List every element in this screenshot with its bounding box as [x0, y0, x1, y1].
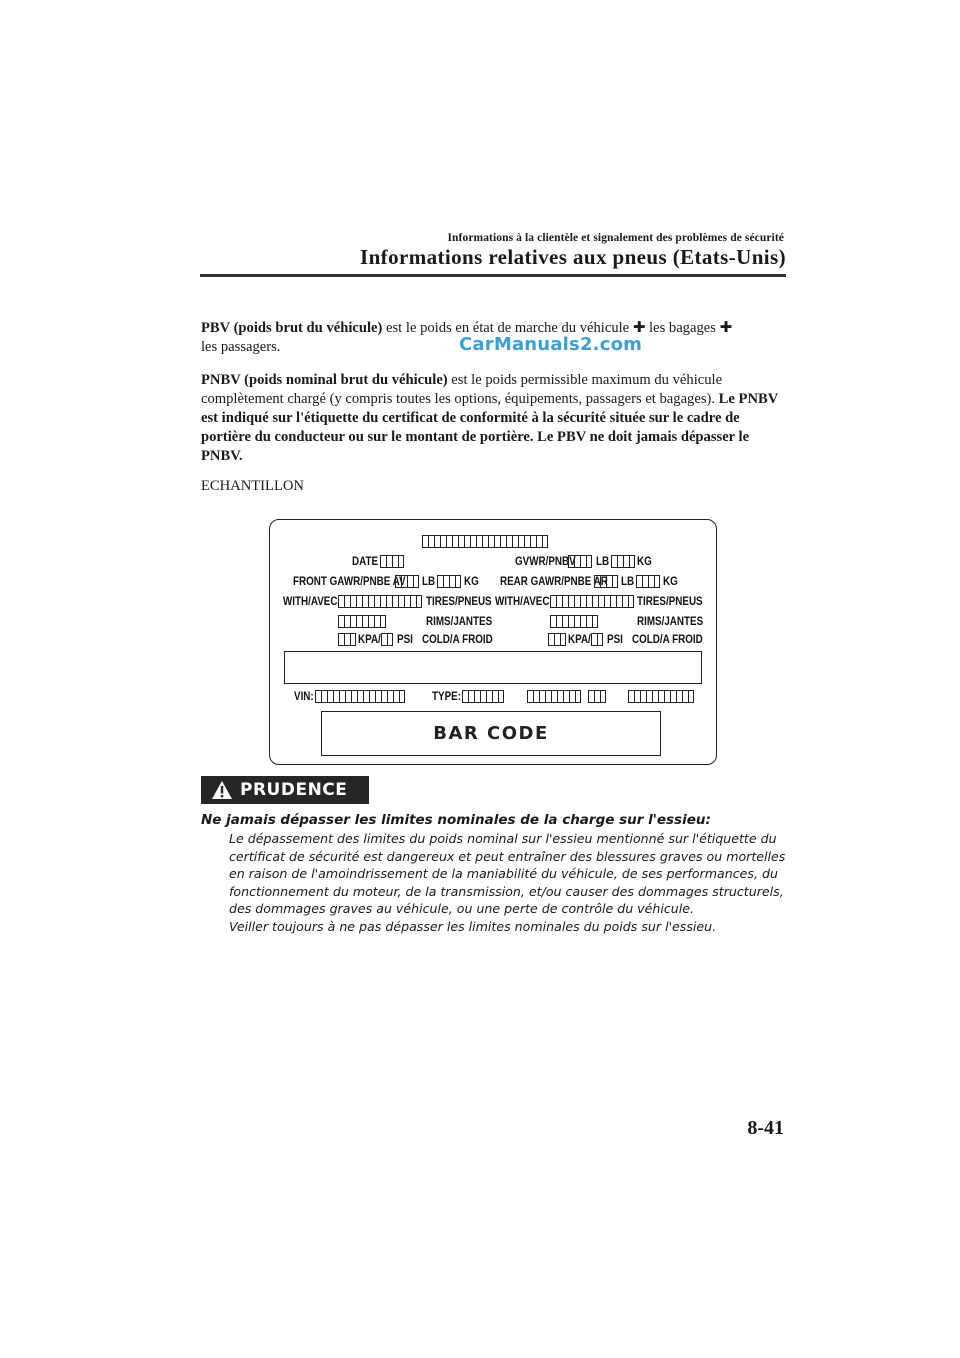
cell-row: [568, 555, 592, 568]
cell-row: [550, 595, 634, 608]
lb-label: LB: [422, 574, 436, 588]
caution-body: [229, 830, 789, 936]
cell-row: [395, 575, 419, 588]
cell-row: [591, 633, 603, 646]
pbv-text-b: les bagages: [645, 320, 720, 336]
pbv-text-a: est le poids en état de marche du véhicule: [382, 320, 633, 336]
with-avec-label: WITH/AVEC: [495, 594, 550, 608]
tires-label: TIRES/PNEUS: [426, 594, 492, 608]
lb-label: LB: [621, 574, 635, 588]
term-pnbv: PNBV (poids nominal brut du véhicule): [201, 372, 448, 388]
cell-row: [636, 575, 660, 588]
cell-row: [437, 575, 461, 588]
cell-row: [315, 690, 405, 703]
gvwr-label: GVWR/PNBV: [515, 554, 576, 568]
kpa-label: KPA/: [568, 632, 591, 646]
cell-row: [611, 555, 635, 568]
kg-label: KG: [637, 554, 652, 568]
kg-label: KG: [663, 574, 678, 588]
psi-label: PSI: [607, 632, 623, 646]
kg-label: KG: [464, 574, 479, 588]
watermark: CarManuals2.com: [459, 334, 643, 355]
caution-body-text-2: Veiller toujours à ne pas dépasser les limites nominales du poids sur l'essieu.: [229, 918, 717, 934]
caution-body-text: Le dépassement des limites du poids nominal sur l'essieu mentionné sur l'étiquette du certificat de sécurité est dangereux et peut entraîner des blessures graves ou mortelles en raison de l'amoindrissement de la maniabilité du véhicule, de ses performances, du fonctionnement du moteur, de la transmission, et/ou causer des dommages structurels, des dommages graves au véhicule, ou une perte de contrôle du véhicule.: [229, 831, 786, 917]
header-divider: [200, 274, 786, 277]
cell-row: [462, 690, 504, 703]
caution-title: Ne jamais dépasser les limites nominales de la charge sur l'essieu:: [201, 812, 711, 828]
cell-row: [550, 615, 598, 628]
cell-row: [588, 690, 606, 703]
cell-row: [381, 633, 393, 646]
blank-field: [284, 651, 702, 684]
pnbv-bold-text: Le PNBV est indiqué sur l'étiquette du certificat de conformité à la sécurité située sur le cadre de portière du conducteur ou sur le montant de portière. Le PBV ne doit jamais dépasser le PNBV.: [201, 391, 778, 464]
page-number: 8-41: [747, 1117, 784, 1139]
cell-row: [548, 633, 566, 646]
plus-icon: ✚: [632, 318, 646, 336]
cell-row: [527, 690, 581, 703]
psi-label: PSI: [397, 632, 413, 646]
cell-row: [594, 575, 618, 588]
paragraph-pnbv: [201, 371, 781, 466]
rims-label: RIMS/JANTES: [637, 614, 704, 628]
pnbv-text: est le poids permissible maximum du véhicule complètement chargé (y compris toutes les options, équipements, passagers et bagages).: [201, 372, 723, 407]
cell-row: [628, 690, 694, 703]
cell-row: [338, 595, 422, 608]
date-label: DATE: [352, 554, 379, 568]
term-pbv: PBV (poids brut du véhicule): [201, 320, 383, 336]
section-header: Informations à la clientèle et signalement des problèmes de sécurité: [447, 232, 784, 244]
kpa-label: KPA/: [358, 632, 381, 646]
vin-label: VIN:: [294, 689, 314, 703]
with-avec-label: WITH/AVEC: [283, 594, 338, 608]
cell-row: [338, 633, 356, 646]
page-title: Informations relatives aux pneus (Etats-Unis): [360, 245, 786, 269]
bar-code-box: BAR CODE: [321, 711, 661, 756]
cell-row: [338, 615, 386, 628]
cold-label: COLD/A FROID: [422, 632, 493, 646]
cold-label: COLD/A FROID: [632, 632, 703, 646]
plus-icon: ✚: [719, 318, 733, 336]
warning-icon: [211, 780, 233, 800]
pbv-text-c: les passagers.: [201, 339, 281, 355]
sample-heading: ECHANTILLON: [201, 478, 304, 494]
rear-gawr-label: REAR GAWR/PNBE AR: [500, 574, 608, 588]
caution-label: PRUDENCE: [240, 780, 348, 800]
cell-row: [380, 555, 404, 568]
tires-label: TIRES/PNEUS: [637, 594, 703, 608]
cell-row: [422, 535, 548, 548]
caution-banner: [201, 776, 369, 804]
lb-label: LB: [596, 554, 610, 568]
type-label: TYPE:: [432, 689, 461, 703]
rims-label: RIMS/JANTES: [426, 614, 493, 628]
front-gawr-label: FRONT GAWR/PNBE AV: [293, 574, 406, 588]
